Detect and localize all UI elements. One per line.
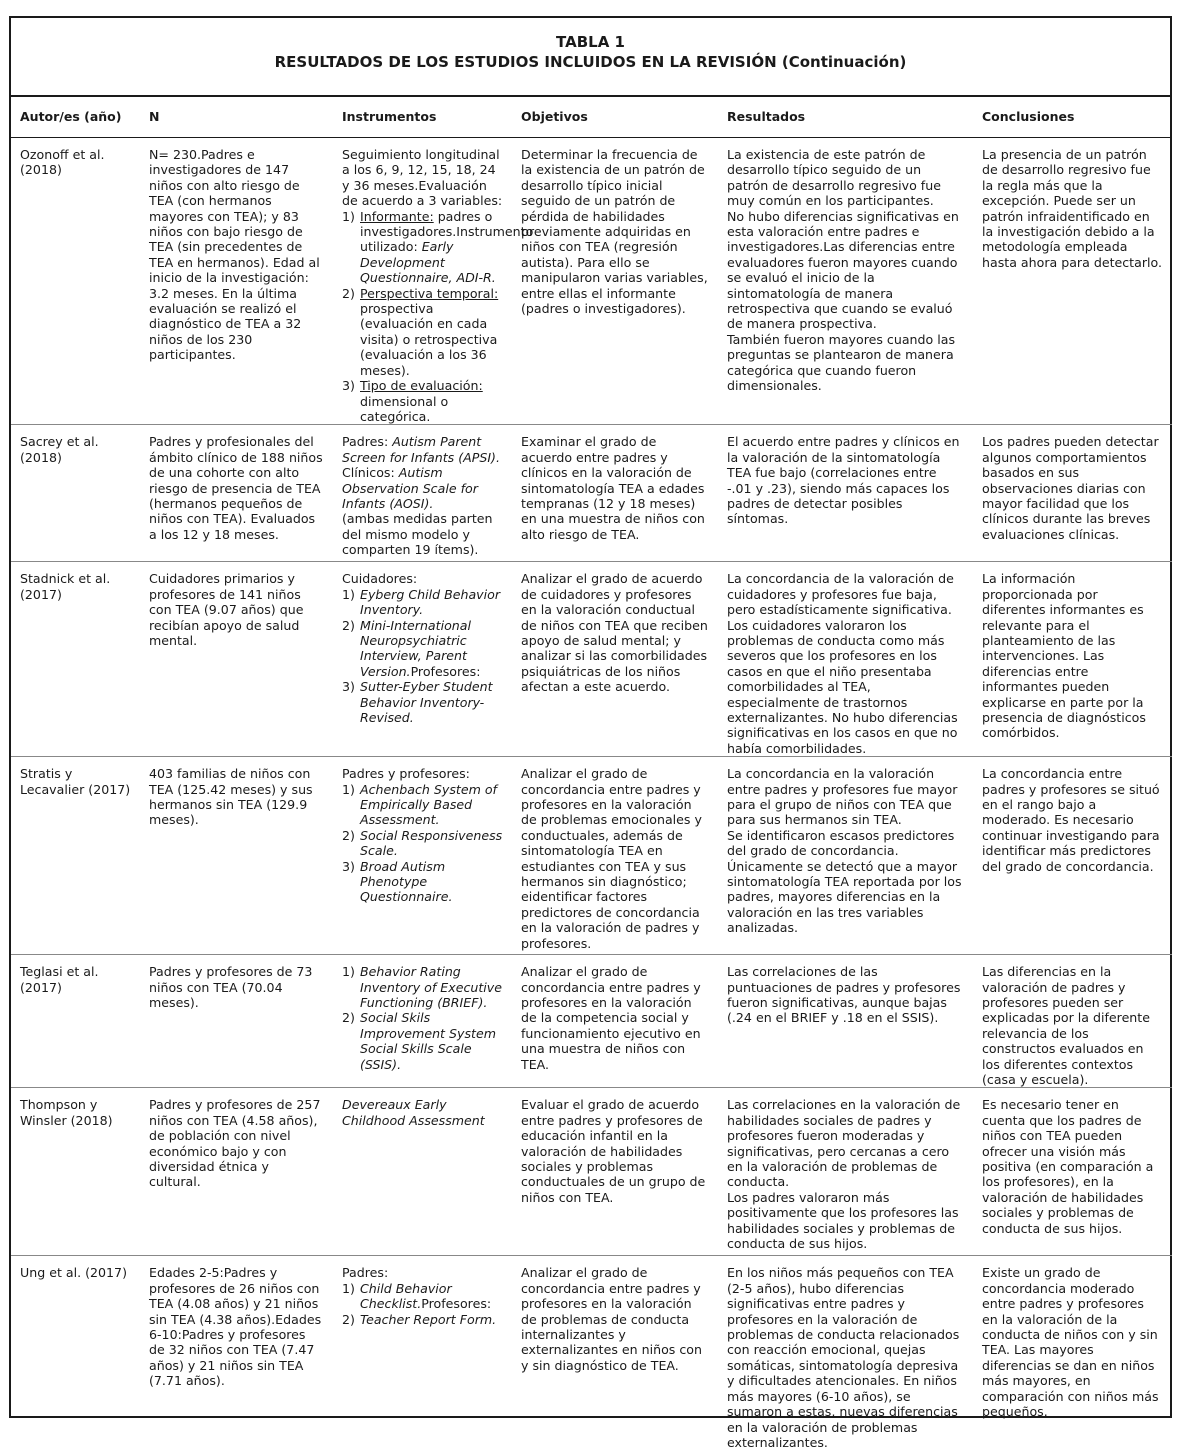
list-item: 1) Child Behavior Checklist.Profesores: <box>342 1280 492 1312</box>
results-table <box>11 97 1172 1450</box>
item-heading: Tipo de evaluación: <box>360 378 483 394</box>
cell-resultados: El acuerdo entre padres y clínicos en la valoración de la sintomatología TEA fue bajo (correlaciones entre -.01 y .23), siendo más capaces los padres de detectar posibles síntomas. <box>718 425 973 562</box>
cell-autor: Ozonoff et al. (2018) <box>11 138 140 425</box>
table-row <box>11 562 1172 757</box>
col-header-instrumentos: Instrumentos <box>333 97 512 138</box>
cell-autor: Stratis y Lecavalier (2017) <box>11 757 140 955</box>
cell-instrumentos <box>333 955 512 1088</box>
cell-n: Edades 2-5:Padres y profesores de 26 niños con TEA (4.08 años) y 21 niños sin TEA (4.38 años).Edades 6-10:Padres y profesores de 32 niños con TEA (7.47 años) y 21 niños sin TEA (7.71 años). <box>149 1265 322 1389</box>
col-header-autor: Autor/es (año) <box>11 97 140 138</box>
cell-conclusiones: Es necesario tener en cuenta que los padres de niños con TEA pueden ofrecer una visión más positiva (en comparación a los profesores), en la valoración de habilidades sociales y problemas de conducta de sus hijos. <box>973 1088 1172 1256</box>
cell-n: Padres y profesores de 73 niños con TEA (70.04 meses). <box>140 955 333 1088</box>
list-item: 2) Teacher Report Form. <box>342 1311 497 1327</box>
cell-objetivos: Evaluar el grado de acuerdo entre padres y profesores de educación infantil en la valoración de habilidades sociales y problemas conductuales de un grupo de niños con TEA. <box>512 1088 718 1256</box>
instr-intro: Seguimiento longitudinal a los 6, 9, 12, 15, 18, 24 y 36 meses.Evaluación de acuerdo a 3 variables: <box>342 147 503 209</box>
cell-resultados: La existencia de este patrón de desarrollo típico seguido de un patrón de desarrollo regresivo fue muy común en los participantes. No hubo diferencias significativas en esta valoración entre padres e investigadores.Las diferencias entre evaluadores fueron mayores cuando se evaluó el inicio de la sintomatología de manera retrospectiva que cuando se evaluó de manera prospectiva. También fueron mayores cuando las preguntas se plantearon de manera categórica que cuando fueron dimensionales. <box>718 138 973 425</box>
col-header-resultados: Resultados <box>718 97 973 138</box>
item-heading: Informante: <box>360 208 434 224</box>
cell-n: N= 230.Padres e investigadores de 147 niños con alto riesgo de TEA (con hermanos mayores con TEA); y 83 niños con bajo riesgo de TEA (sin precedentes de TEA en hermanos). Edad al inicio de la investigación: 3.2 meses. En la última evaluación se realizó el diagnóstico de TEA a 32 niños de los 230 participantes. <box>140 138 333 425</box>
cell-n: Cuidadores primarios y profesores de 141 niños con TEA (9.07 años) que recibían apoyo de salud mental. <box>140 562 333 757</box>
cell-conclusiones: La concordancia entre padres y profesores se situó en el rango bajo a moderado. Es necesario continuar investigando para identificar más predictores del grado de concordancia. <box>973 757 1172 955</box>
list-item: 2) Perspectiva temporal: prospectiva (evaluación en cada visita) o retrospectiva (evaluación a los 36 meses). <box>342 285 499 378</box>
header-row <box>11 97 1172 138</box>
cell-objetivos: Determinar la frecuencia de la existencia de un patrón de desarrollo típico inicial seguido de un patrón de pérdida de habilidades previamente adquiridas en niños con TEA (regresión autista). Para ello se manipularon varias variables, entre ellas el informante (padres o investigadores). <box>512 138 718 425</box>
cell-autor: Sacrey et al. (2018) <box>11 425 140 562</box>
cell-conclusiones: La presencia de un patrón de desarrollo regresivo fue la regla más que la excepción. Puede ser un patrón infraidentificado en la investigación debido a la metodología empleada hasta ahora para detectarlo. <box>973 138 1172 425</box>
cell-objetivos: Analizar el grado de acuerdo de cuidadores y profesores en la valoración conductual de niños con TEA que reciben apoyo de salud mental; y analizar si las comorbilidades psiquiátricas de los niños afectan a este acuerdo. <box>512 562 718 757</box>
cell-instrumentos: Devereaux Early Childhood Assessment <box>333 1088 512 1256</box>
table-row <box>11 1256 1172 1450</box>
cell-autor: Thompson y Winsler (2018) <box>11 1088 140 1256</box>
cell-autor: Teglasi et al. (2017) <box>11 955 140 1088</box>
table-row <box>11 955 1172 1088</box>
table-row <box>11 425 1172 562</box>
table-row <box>11 757 1172 955</box>
list-item: 1) Informante: padres o investigadores.Instrumento utilizado: Early Development Questionnaire, ADI-R. <box>342 208 534 286</box>
cell-instrumentos: Cuidadores: 1) Eyberg Child Behavior Inventory. 2) Mini-International Neuropsychiatric Interview, Parent Version.Profesores: 3) Sutter-Eyber Student Behavior Inventory-Revised. <box>333 562 512 757</box>
cell-autor: Ung et al. (2017) <box>20 1265 127 1281</box>
list-item: 3) Sutter-Eyber Student Behavior Inventory-Revised. <box>342 679 493 725</box>
table-row <box>11 138 1172 425</box>
cell-instrumentos <box>333 138 534 425</box>
cell-instrumentos: Padres y profesores: 1) Achenbach System of Empirically Based Assessment. 2) Social Responsiveness Scale. 3) Broad Autism Phenotype Questionnaire. <box>333 757 512 955</box>
cell-objetivos: Examinar el grado de acuerdo entre padres y clínicos en la valoración de sintomatología TEA a edades tempranas (12 y 18 meses) en una muestra de niños con alto riesgo de TEA. <box>512 425 718 562</box>
list-item: 1) Eyberg Child Behavior Inventory. <box>342 586 501 618</box>
table-title: RESULTADOS DE LOS ESTUDIOS INCLUIDOS EN LA REVISIÓN (Continuación) <box>274 53 907 71</box>
cell-objetivos: Analizar el grado de concordancia entre padres y profesores en la valoración de la competencia social y funcionamiento ejecutivo en una muestra de niños con TEA. <box>512 955 718 1088</box>
cell-resultados: En los niños más pequeños con TEA (2-5 años), hubo diferencias significativas entre padres y profesores en la valoración de problemas de conducta relacionados con reacción emocional, quejas somáticas, sintomatología depresiva y dificultades atencionales. En niños más mayores (6-10 años), se sumaron a estas, nuevas diferencias en la valoración de problemas externalizantes. <box>727 1265 960 1450</box>
cell-conclusiones: Existe un grado de concordancia moderado entre padres y profesores en la valoración de la conducta de niños con y sin TEA. Las mayores diferencias se dan en niños más mayores, en comparación con niños más pequeños. <box>982 1265 1159 1420</box>
cell-resultados: Las correlaciones en la valoración de habilidades sociales de padres y profesores fueron moderadas y significativas, pero cercanas a cero en la valoración de problemas de conducta. Los padres valoraron más positivamente que los profesores las habilidades sociales y problemas de conducta de sus hijos. <box>718 1088 973 1256</box>
cell-objetivos: Analizar el grado de concordancia entre padres y profesores en la valoración de problemas de conducta internalizantes y externalizantes en niños con y sin diagnóstico de TEA. <box>521 1265 702 1373</box>
cell-autor: Stadnick et al. (2017) <box>11 562 140 757</box>
col-header-conclusiones: Conclusiones <box>973 97 1172 138</box>
table-row <box>11 1088 1172 1256</box>
table-frame <box>9 16 1172 1450</box>
col-header-objetivos: Objetivos <box>512 97 718 138</box>
list-item: 2) Social Skils Improvement System Social Skills Scale (SSIS). <box>342 1010 496 1072</box>
cell-objetivos: Analizar el grado de concordancia entre padres y profesores en la valoración de problemas emocionales y conductuales, además de sintomatología TEA en estudiantes con TEA y sus hermanos sin diagnóstico; eidentificar factores predictores de concordancia en la valoración de padres y profesores. <box>512 757 718 955</box>
cell-instrumentos: Padres: Autism Parent Screen for Infants (APSI). Clínicos: Autism Observation Scale for Infants (AOSI). (ambas medidas parten del mismo modelo y comparten 19 ítems). <box>333 425 512 562</box>
cell-conclusiones: Los padres pueden detectar algunos comportamientos basados en sus observaciones diarias con mayor facilidad que los clínicos durante las breves evaluaciones clínicas. <box>973 425 1172 562</box>
list-item: 2) Social Responsiveness Scale. <box>342 827 503 859</box>
cell-n: 403 familias de niños con TEA (125.42 meses) y sus hermanos sin TEA (129.9 meses). <box>140 757 333 955</box>
cell-resultados: La concordancia en la valoración entre padres y profesores fue mayor para el grupo de niños con TEA que para sus hermanos sin TEA. Se identificaron escasos predictores del grado de concordancia. Únicamente se detectó que a mayor sintomatología TEA reportada por los padres, mayores diferencias en la valoración en las tres variables analizadas. <box>718 757 973 955</box>
cell-n: Padres y profesionales del ámbito clínico de 188 niños de una cohorte con alto riesgo de presencia de TEA (hermanos pequeños de niños con TEA). Evaluados a los 12 y 18 meses. <box>140 425 333 562</box>
cell-conclusiones: Las diferencias en la valoración de padres y profesores pueden ser explicadas por la diferente relevancia de los constructos evaluados en los diferentes contextos (casa y escuela). <box>973 955 1172 1088</box>
col-header-n: N <box>140 97 333 138</box>
list-item: 3) Tipo de evaluación: dimensional o categórica. <box>342 378 483 424</box>
cell-instrumentos: Padres: 1) Child Behavior Checklist.Profesores: 2) Teacher Report Form. <box>333 1256 512 1450</box>
table-title-area <box>11 18 1170 97</box>
table-number: TABLA 1 <box>556 33 625 51</box>
cell-conclusiones: La información proporcionada por diferentes informantes es relevante para el planteamiento de las intervenciones. Las diferencias entre informantes pueden explicarse en parte por la presencia de diagnósticos comórbidos. <box>973 562 1172 757</box>
cell-resultados: La concordancia de la valoración de cuidadores y profesores fue baja, pero estadísticamente significativa. Los cuidadores valoraron los problemas de conducta como más severos que los profesores en los casos en que el niño presentaba comorbilidades al TEA, especialmente de trastornos externalizantes. No hubo diferencias significativas en los casos en que no había comorbilidades. <box>718 562 973 757</box>
instr-list <box>342 208 534 425</box>
cell-n: Padres y profesores de 257 niños con TEA (4.58 años), de población con nivel económico bajo y con diversidad étnica y cultural. <box>140 1088 333 1256</box>
list-item: 1) Behavior Rating Inventory of Executive Functioning (BRIEF). <box>342 964 502 1010</box>
cell-resultados: Las correlaciones de las puntuaciones de padres y profesores fueron significativas, aunque bajas (.24 en el BRIEF y .18 en el SSIS). <box>718 955 973 1088</box>
item-heading: Perspectiva temporal: <box>360 285 499 301</box>
list-item: 3) Broad Autism Phenotype Questionnaire. <box>342 858 453 905</box>
list-item: 2) Mini-International Neuropsychiatric Interview, Parent Version.Profesores: <box>342 617 481 679</box>
list-item: 1) Achenbach System of Empirically Based Assessment. <box>342 781 497 828</box>
